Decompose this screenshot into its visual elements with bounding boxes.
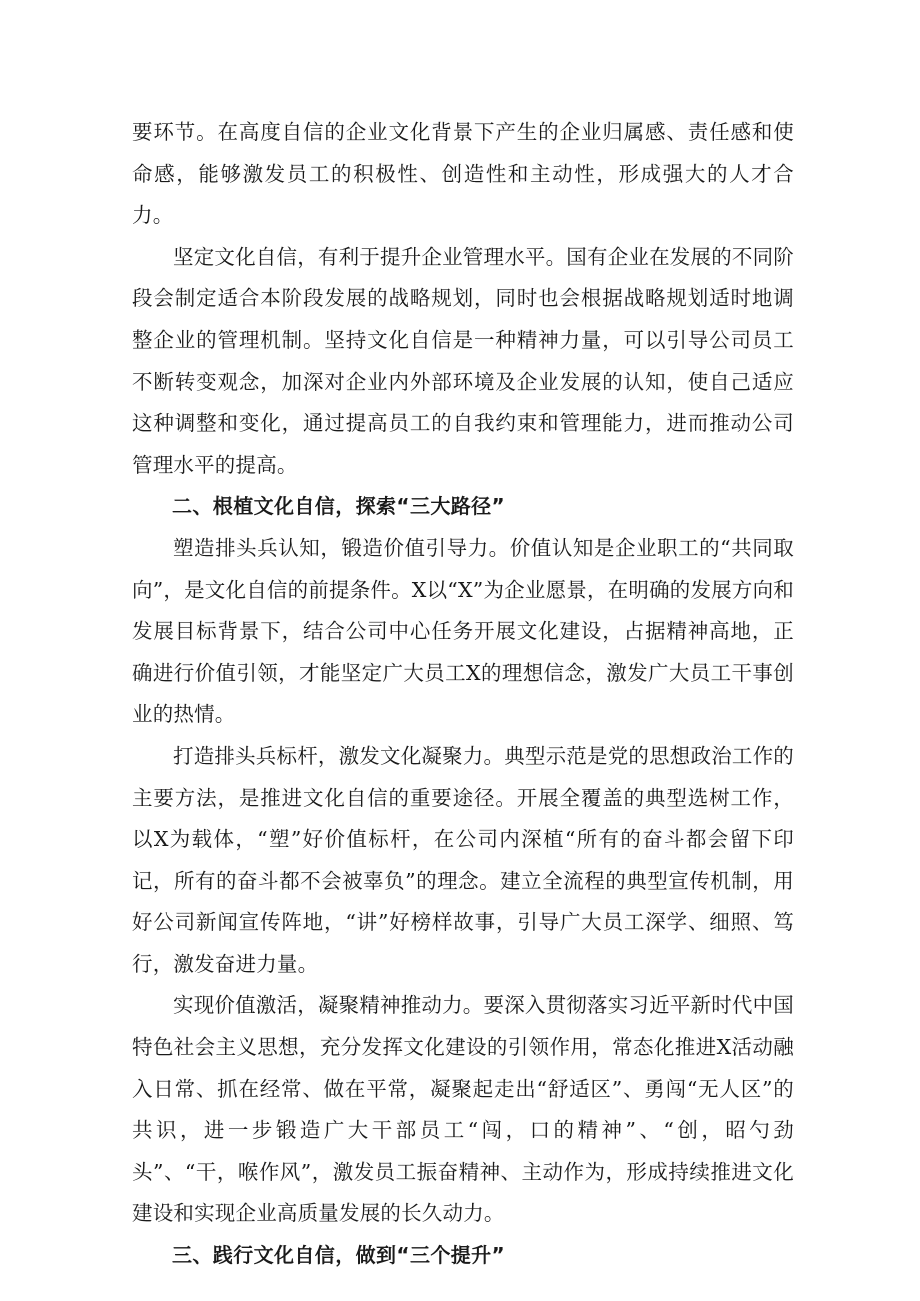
paragraph-4: 打造排头兵标杆，激发文化凝聚力。典型示范是党的思想政治工作的主要方法，是推进文化自信的重要途径。开展全覆盖的典型选树工作，以X为载体，“塑”好价值标杆，在公司内深植“所有的奋斗都会留下印记，所有的奋斗都不会被辜负”的理念。建立全流程的典型宣传机制，用好公司新闻宣传阵地，“讲”好榜样故事，引导广大员工深学、细照、笃行，激发奋进力量。: [132, 743, 794, 976]
paragraph-2: 坚定文化自信，有利于提升企业管理水平。国有企业在发展的不同阶段会制定适合本阶段发展的战略规划，同时也会根据战略规划适时地调整企业的管理机制。坚持文化自信是一种精神力量，可以引导公司员工不断转变观念，加深对企业内外部环境及企业发展的认知，使自己适应这种调整和变化，通过提高员工的自我约束和管理能力，进而推动公司管理水平的提高。: [132, 244, 794, 477]
paragraph-1: 要环节。在高度自信的企业文化背景下产生的企业归属感、责任感和使命感，能够激发员工的积极性、创造性和主动性，形成强大的人才合力。: [132, 120, 794, 228]
document-body: [132, 112, 794, 1277]
paragraph-3: 塑造排头兵认知，锻造价值引导力。价值认知是企业职工的“共同取向”，是文化自信的前提条件。X以“X”为企业愿景，在明确的发展方向和发展目标背景下，结合公司中心任务开展文化建设，占据精神高地，正确进行价值引领，才能坚定广大员工X的理想信念，激发广大员工干事创业的热情。: [132, 535, 794, 727]
paragraph-5: 实现价值激活，凝聚精神推动力。要深入贯彻落实习近平新时代中国特色社会主义思想，充分发挥文化建设的引领作用，常态化推进X活动融入日常、抓在经常、做在平常，凝聚起走出“舒适区”、勇闯“无人区”的共识，进一步锻造广大干部员工“闯，口的精神”、“创，昭勺劲头”、“干，喉作风”，激发员工振奋精神、主动作为，形成持续推进文化建设和实现企业高质量发展的长久动力。: [132, 993, 794, 1226]
section-heading-3: 三、践行文化自信，做到“三个提升”: [172, 1243, 506, 1268]
section-heading-2: 二、根植文化自信，探索“三大路径”: [172, 494, 506, 519]
